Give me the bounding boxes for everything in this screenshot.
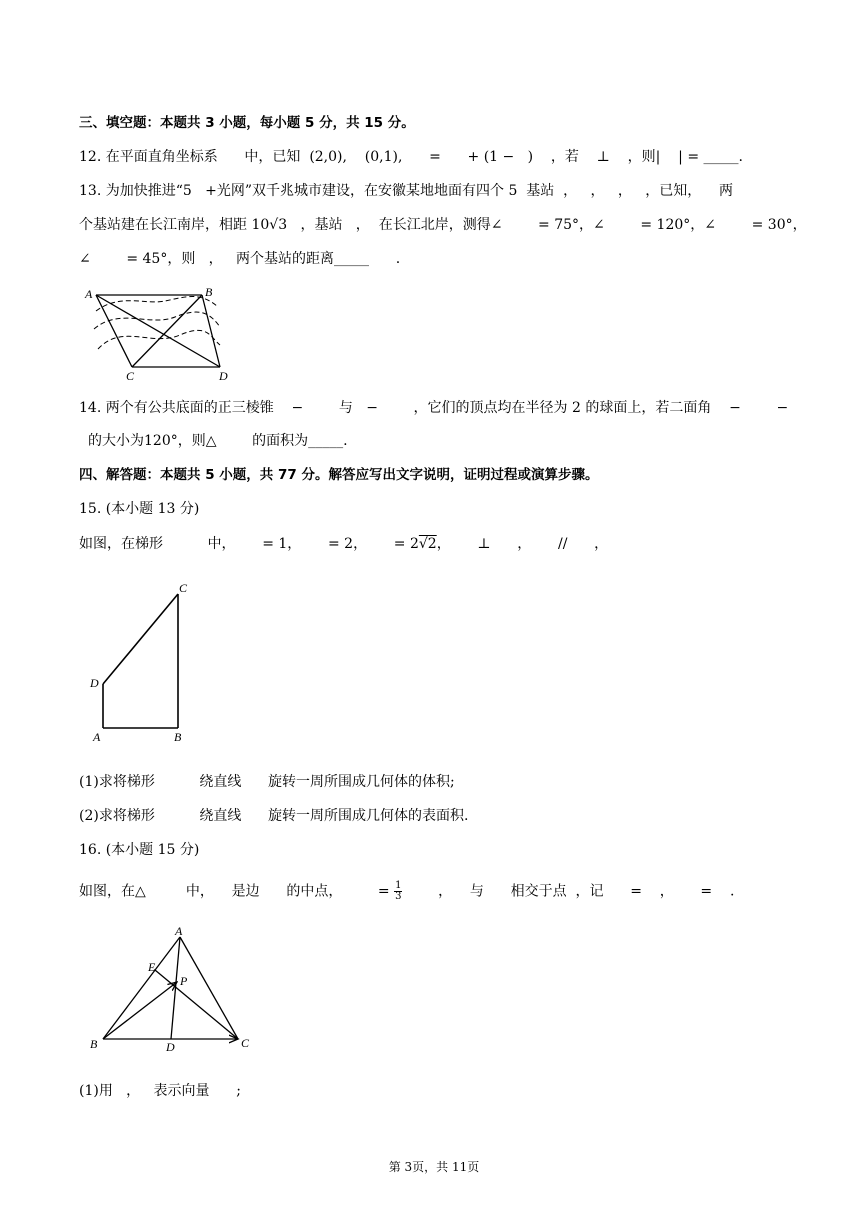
label-c: C: [241, 1036, 250, 1050]
label-b: B: [174, 730, 182, 744]
question-12: 12. 在平面直角坐标系 中，已知 (2,0), (0,1), = + (1 − ) ，若 ⊥ ，则| | = _____.: [79, 149, 743, 165]
q13-text-b: ，基站 ， 在长江北岸，测得∠ = 75°，∠ = 120°，∠ = 30°，: [287, 217, 807, 233]
question-16-part1: (1)用 ， 表示向量 ;: [79, 1083, 241, 1099]
q16-intro-b: ， 与 相交于点 ，记 = ， = .: [402, 883, 735, 900]
label-p: P: [180, 974, 188, 988]
figure-q15: [88, 578, 198, 748]
edge-cd: [103, 594, 178, 684]
label-b: B: [205, 285, 213, 299]
river-line-1: [96, 297, 218, 312]
q15-intro-a: 如图，在梯形 中， = 1， = 2， = 2: [79, 536, 419, 552]
label-c: C: [126, 369, 135, 383]
label-a: A: [93, 730, 101, 744]
question-14-line2: 的大小为120°，则△ 的面积为_____.: [88, 433, 348, 449]
edge-ac: [180, 937, 238, 1039]
label-d: D: [219, 369, 228, 383]
q15-sqrt: √2: [418, 536, 437, 552]
fraction-denominator: 3: [395, 891, 402, 902]
q16-intro-a: 如图，在△ 中， 是边 的中点， =: [79, 883, 395, 900]
question-13-line1: 13. 为加快推进“5 +光网”双千兆城市建设，在安徽某地地面有四个 5 基站 ， ， ， ，已知， 两: [79, 183, 734, 199]
question-15-intro: [79, 534, 608, 554]
question-14-line1: 14. 两个有公共底面的正三棱锥 − 与 − ，它们的顶点均在半径为 2 的球面上，若二面角 − −: [79, 400, 789, 416]
question-15-part2: (2)求将梯形 绕直线 旋转一周所围成几何体的表面积.: [79, 808, 469, 824]
question-16-intro: [79, 881, 734, 902]
section3-heading: 三、填空题：本题共 3 小题，每小题 5 分，共 15 分。: [79, 115, 415, 131]
question-13-line3: ∠ = 45°，则 ， 两个基站的距离_____ .: [79, 251, 401, 267]
label-a: A: [175, 924, 183, 938]
q13-distance: 10√3: [251, 217, 288, 233]
q15-intro-b: ， ⊥ ， // ，: [436, 536, 609, 552]
question-16-header: 16. (本小题 15 分): [79, 842, 200, 858]
river-line-2: [94, 312, 220, 329]
segment-ad: [171, 937, 180, 1039]
fraction-numerator: 1: [395, 880, 402, 891]
question-15-part1: (1)求将梯形 绕直线 旋转一周所围成几何体的体积;: [79, 774, 455, 790]
edge-bd: [202, 295, 220, 367]
label-c: C: [179, 581, 188, 595]
question-13-line2: [79, 215, 807, 235]
label-a: A: [85, 287, 93, 301]
figure-q16: [88, 925, 258, 1055]
page-footer: 第 3页，共 11页: [388, 1160, 480, 1174]
q13-text-a: 个基站建在长江南岸，相距: [79, 217, 252, 233]
label-d: D: [90, 676, 99, 690]
label-d: D: [166, 1040, 175, 1054]
section4-heading: 四、解答题：本题共 5 小题，共 77 分。解答应写出文字说明，证明过程或演算步骤。: [79, 467, 599, 483]
label-e: E: [148, 960, 156, 974]
figure-q13: [80, 283, 240, 383]
label-b: B: [90, 1037, 98, 1051]
question-15-header: 15. (本小题 13 分): [79, 501, 200, 517]
segment-ec: [155, 970, 238, 1039]
